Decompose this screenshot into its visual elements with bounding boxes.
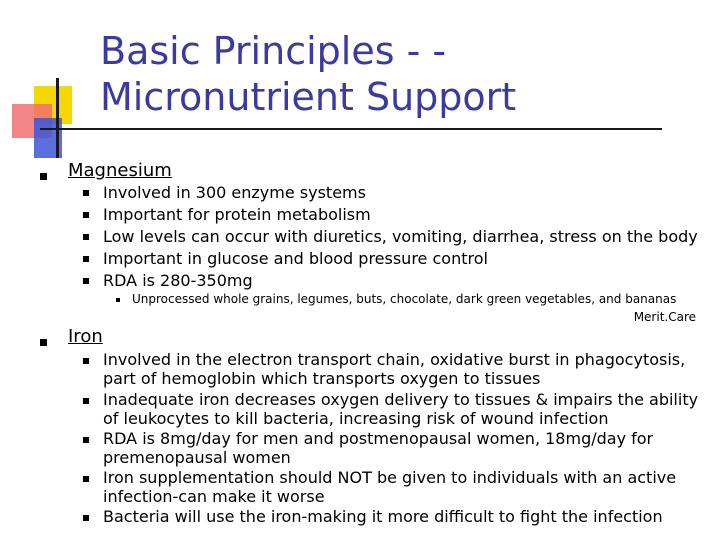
bullet-icon (83, 234, 89, 240)
bullet-icon (83, 358, 89, 364)
bullet-icon (83, 398, 89, 404)
bullet-icon (83, 476, 89, 482)
credit-text: Merit.Care (633, 310, 696, 324)
list-item: Involved in the electron transport chain, oxidative burst in phagocytosis, part of hemoglobin which transports oxygen to tissues (103, 350, 686, 388)
decor-vertical-line (56, 78, 59, 158)
list-item: Inadequate iron decreases oxygen delivery to tissues & impairs the ability of leukocytes to kill bacteria, increasing risk of wound infection (103, 390, 699, 428)
list-item: Low levels can occur with diuretics, vomiting, diarrhea, stress on the body (103, 227, 698, 246)
list-item: Bacteria will use the iron-making it more difficult to fight the infection (103, 507, 663, 526)
bullet-icon (40, 173, 47, 180)
bullet-icon (116, 298, 120, 302)
title-line-2: Micronutrient Support (100, 75, 517, 119)
bullet-icon (83, 278, 89, 284)
list-item: RDA is 280-350mg (103, 271, 253, 290)
bullet-icon (40, 339, 47, 346)
sub-list-item: Unprocessed whole grains, legumes, buts, chocolate, dark green vegetables, and bananas (132, 292, 677, 306)
section-heading-iron: Iron (68, 326, 103, 347)
title-line-1: Basic Principles - - (100, 29, 447, 73)
list-item: Important for protein metabolism (103, 205, 371, 224)
slide-title (100, 28, 516, 120)
list-item: Iron supplementation should NOT be given to individuals with an active infection-can make it worse (103, 468, 677, 506)
bullet-icon (83, 437, 89, 443)
section-heading-magnesium: Magnesium (68, 160, 172, 181)
bullet-icon (83, 256, 89, 262)
list-item: Important in glucose and blood pressure control (103, 249, 488, 268)
bullet-icon (83, 515, 89, 521)
list-item: RDA is 8mg/day for men and postmenopausal women, 18mg/day for premenopausal women (103, 429, 654, 467)
title-divider (40, 128, 662, 130)
bullet-icon (83, 212, 89, 218)
bullet-icon (83, 190, 89, 196)
list-item: Involved in 300 enzyme systems (103, 183, 366, 202)
